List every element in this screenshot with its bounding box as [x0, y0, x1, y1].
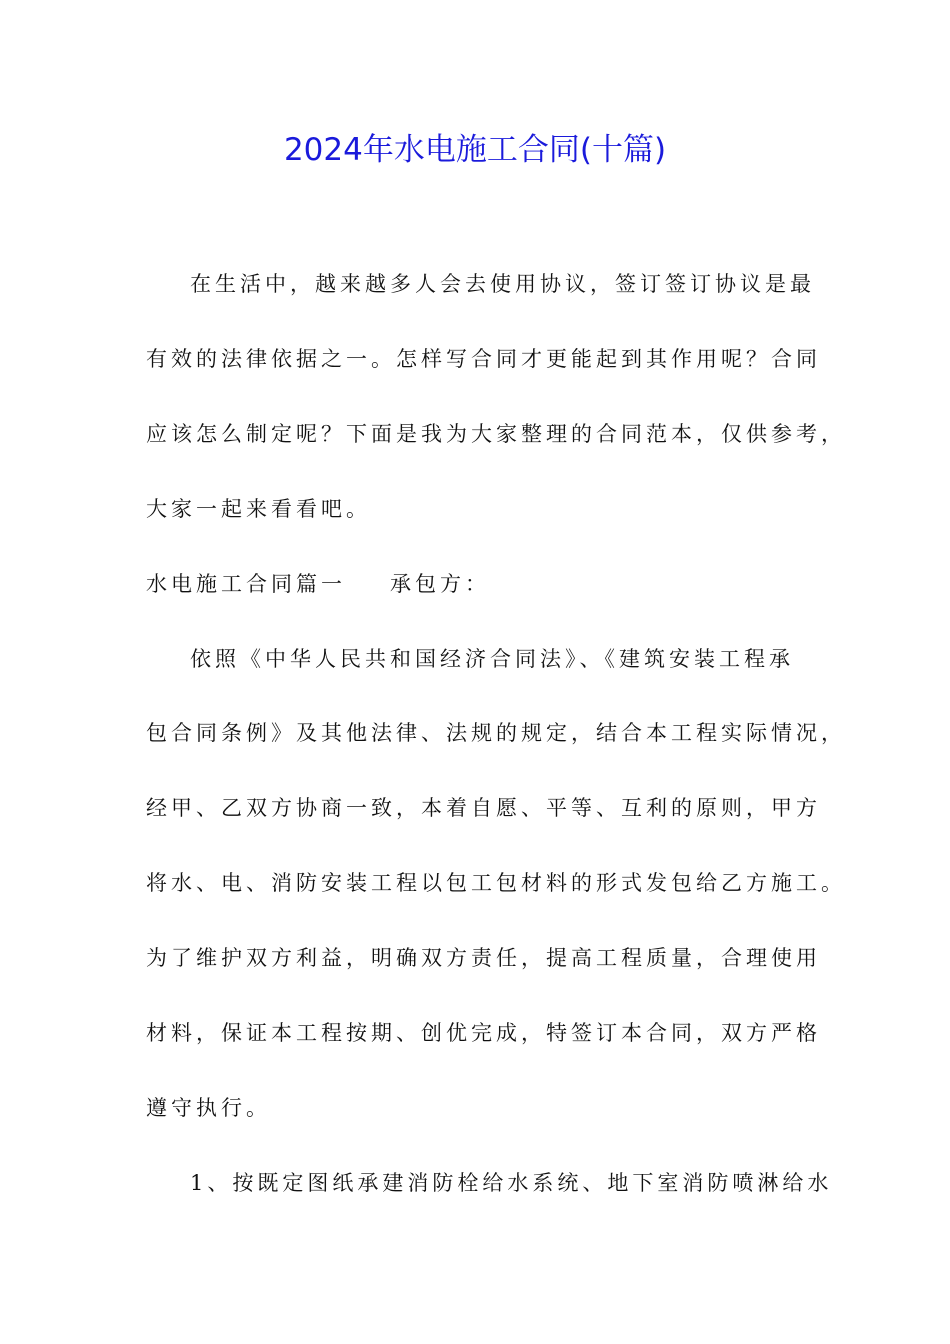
- intro-line-2: 有效的法律依据之一。怎样写合同才更能起到其作用呢？合同: [146, 347, 821, 371]
- document-title: 2024年水电施工合同(十篇): [283, 132, 667, 168]
- section-heading-party: 承包方：: [390, 572, 490, 596]
- item-line-1: 1、按既定图纸承建消防栓给水系统、地下室消防喷淋给水: [190, 1171, 833, 1195]
- body-line-7: 遵守执行。: [146, 1096, 271, 1120]
- body-line-3: 经甲、乙双方协商一致，本着自愿、平等、互利的原则，甲方: [146, 796, 821, 820]
- intro-line-1: 在生活中，越来越多人会去使用协议，签订签订协议是最: [190, 272, 815, 296]
- intro-line-3: 应该怎么制定呢？下面是我为大家整理的合同范本，仅供参考，: [146, 422, 846, 446]
- section-heading: [146, 569, 490, 599]
- body-line-2: 包合同条例》及其他法律、法规的规定，结合本工程实际情况，: [146, 721, 846, 745]
- body-line-5: 为了维护双方利益，明确双方责任，提高工程质量，合理使用: [146, 946, 821, 970]
- intro-line-4: 大家一起来看看吧。: [146, 497, 371, 521]
- body-line-1: 依照《中华人民共和国经济合同法》、《建筑安装工程承: [190, 647, 794, 671]
- body-line-4: 将水、电、消防安装工程以包工包材料的形式发包给乙方施工。: [146, 871, 846, 895]
- body-line-6: 材料，保证本工程按期、创优完成，特签订本合同，双方严格: [146, 1021, 821, 1045]
- section-heading-title: 水电施工合同篇一: [146, 572, 346, 596]
